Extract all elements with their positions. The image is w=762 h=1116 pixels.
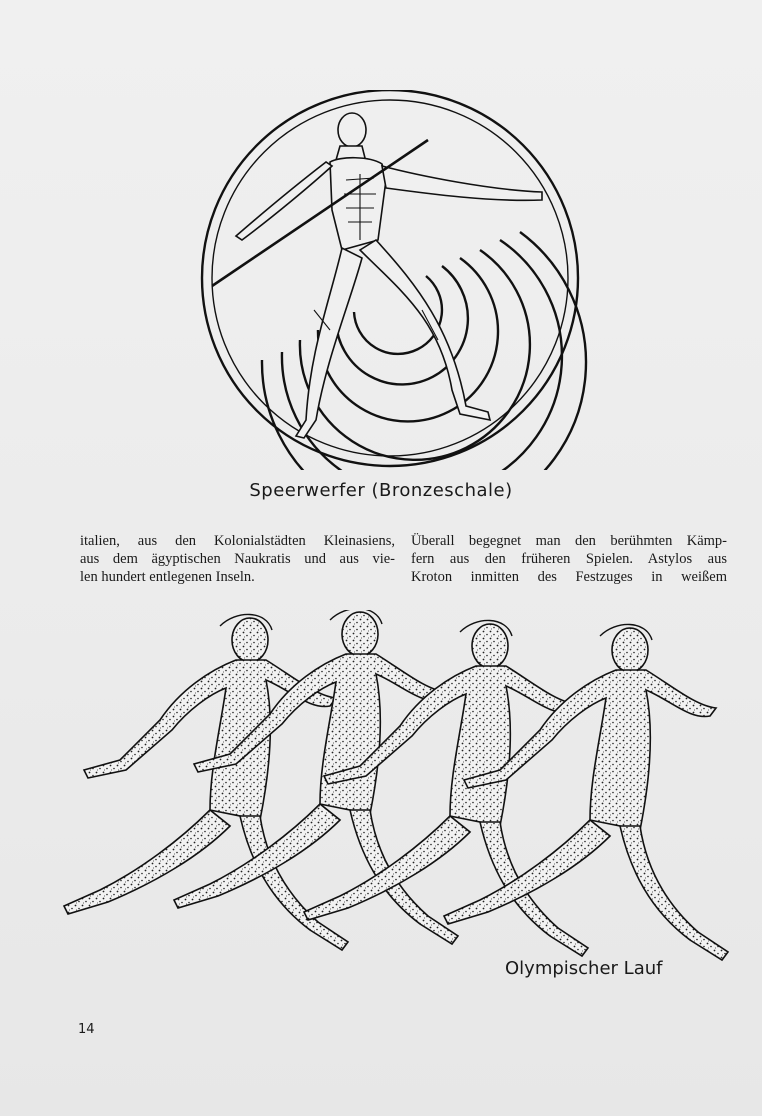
page-number: 14 bbox=[78, 1022, 95, 1037]
javelin-thrower-figure bbox=[236, 113, 542, 438]
text-column-left bbox=[80, 532, 395, 586]
text-line: italien, aus den Kolonialstädten Kleinasiens, bbox=[80, 533, 395, 549]
text-line: len hundert entlegenen Inseln. bbox=[80, 569, 255, 585]
olympic-runners-illustration bbox=[60, 610, 740, 1000]
text-line: aus dem ägyptischen Naukratis und aus vie- bbox=[80, 551, 395, 567]
figure-caption-top: Speerwerfer (Bronzeschale) bbox=[249, 480, 513, 501]
text-line: Überall begegnet man den berühmten Kämp- bbox=[411, 533, 727, 549]
javelin-thrower-bowl-illustration bbox=[190, 90, 610, 470]
text-line: Kroton inmitten des Festzuges in weißem bbox=[411, 569, 727, 585]
figure-caption-bottom: Olympischer Lauf bbox=[505, 958, 663, 979]
text-line: fern aus den früheren Spielen. Astylos aus bbox=[411, 551, 727, 567]
text-column-right bbox=[411, 532, 727, 586]
